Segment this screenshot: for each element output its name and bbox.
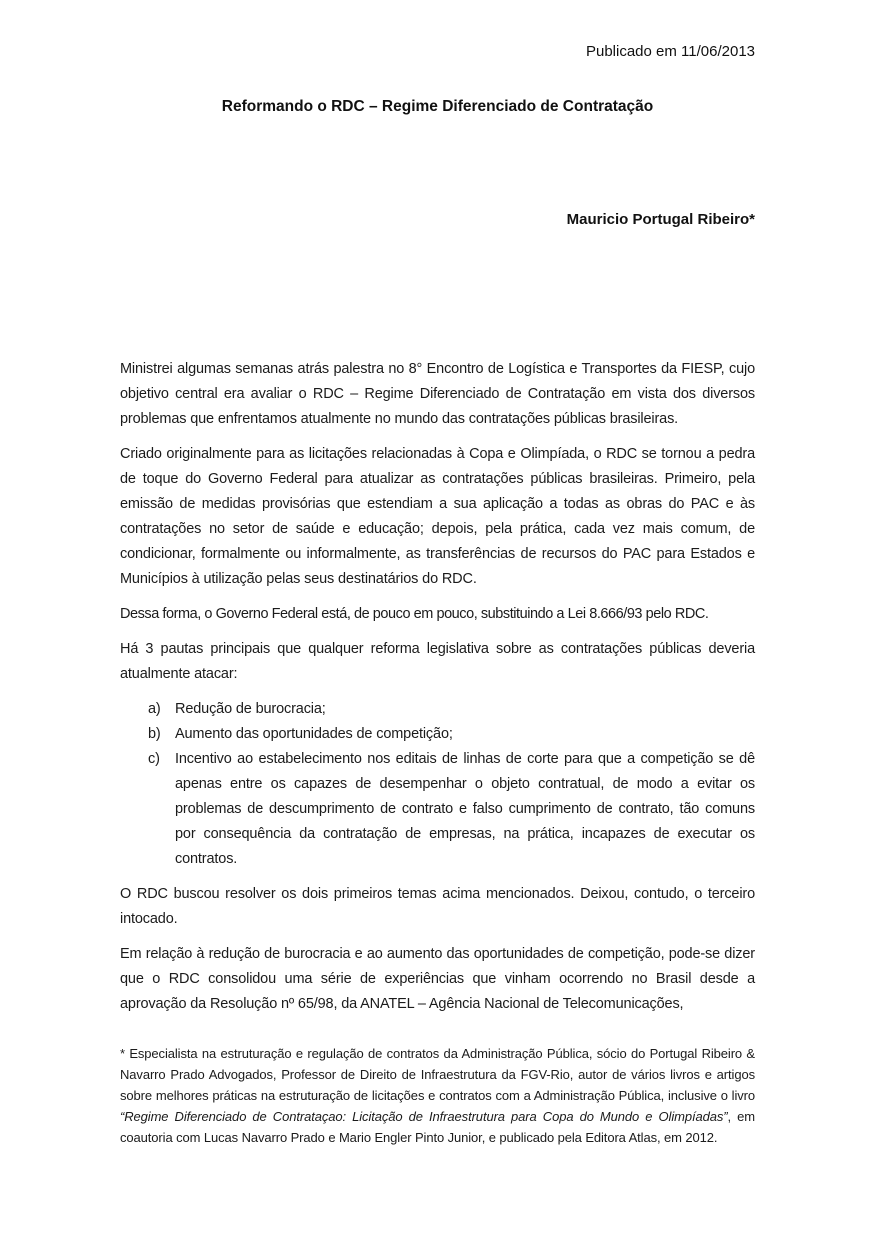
- paragraph-three-agendas: Há 3 pautas principais que qualquer reforma legislativa sobre as contratações públicas deveria atualmente atacar:: [120, 641, 755, 682]
- author-byline: Mauricio Portugal Ribeiro*: [566, 211, 755, 228]
- footnote-text-start: * Especialista na estruturação e regulação de contratos da Administração Pública, sócio do Portugal Ribeiro & Navarro Prado Advogados, Professor de Direito de Infraestrutura da FGV-Rio, autor de vários livros e artigos sobre melhores práticas na estruturação de licitações e contratos com a Administração Pública, inclusive o livro: [120, 1046, 755, 1103]
- paragraph-rdc-resolved: O RDC buscou resolver os dois primeiros temas acima mencionados. Deixou, contudo, o terceiro intocado.: [120, 886, 755, 927]
- paragraph-intro: Ministrei algumas semanas atrás palestra no 8° Encontro de Logística e Transportes da FIESP, cujo objetivo central era avaliar o RDC – Regime Diferenciado de Contratação em vista dos diversos problemas que enfrentamos atualmente no mundo das contratações públicas brasileiras.: [120, 361, 755, 427]
- footnote: [120, 1043, 755, 1148]
- book-title-italic: “Regime Diferenciado de Contrataçao: Licitação de Infraestrutura para Copa do Mundo e Olimpíadas”: [120, 1109, 728, 1124]
- paragraph-substitution: Dessa forma, o Governo Federal está, de pouco em pouco, substituindo a Lei 8.666/93 pelo RDC.: [120, 606, 709, 622]
- list-marker: b): [148, 726, 161, 742]
- published-date: Publicado em 11/06/2013: [585, 43, 755, 60]
- list-item-b: [148, 722, 755, 747]
- document-title: Reformando o RDC – Regime Diferenciado de Contratação: [221, 98, 654, 115]
- list-item-text: Aumento das oportunidades de competição;: [175, 726, 453, 742]
- list-marker: c): [148, 751, 160, 767]
- lettered-list: [148, 697, 755, 872]
- paragraph-rdc-origin: Criado originalmente para as licitações relacionadas à Copa e Olimpíada, o RDC se tornou a pedra de toque do Governo Federal para atualizar as contratações públicas brasileiras. Primeiro, pela emissão de medidas provisórias que estendiam a sua aplicação a todas as obras do PAC e às contratações no setor de saúde e educação; depois, pela prática, cada vez mais comum, de condicionar, formalmente ou informalmente, as transferências de recursos do PAC para Estados e Municípios à utilização pelas seus destinatários do RDC.: [120, 446, 755, 587]
- list-item-text: Redução de burocracia;: [175, 701, 326, 717]
- list-item-c: [148, 747, 755, 872]
- list-item-text: Incentivo ao estabelecimento nos editais de linhas de corte para que a competição se dê apenas entre os capazes de desempenhar o objeto contratual, de modo a evitar os problemas de descumprimento de contrato e falso cumprimento de contrato, tão comuns por consequência da contratação de empresas, na prática, incapazes de executar os contratos.: [175, 751, 755, 867]
- footnote-text-end: , em coautoria com Lucas Navarro Prado e Mario Engler Pinto Junior, e publicado pela Editora Atlas, em 2012.: [120, 1109, 755, 1145]
- list-marker: a): [148, 701, 161, 717]
- document-content: [120, 42, 755, 1148]
- list-item-a: [148, 697, 755, 722]
- paragraph-bureaucracy-anatel: Em relação à redução de burocracia e ao aumento das oportunidades de competição, pode-se dizer que o RDC consolidou uma série de experiências que vinham ocorrendo no Brasil desde a aprovação da Resolução nº 65/98, da ANATEL – Agência Nacional de Telecomunicações,: [120, 946, 755, 1012]
